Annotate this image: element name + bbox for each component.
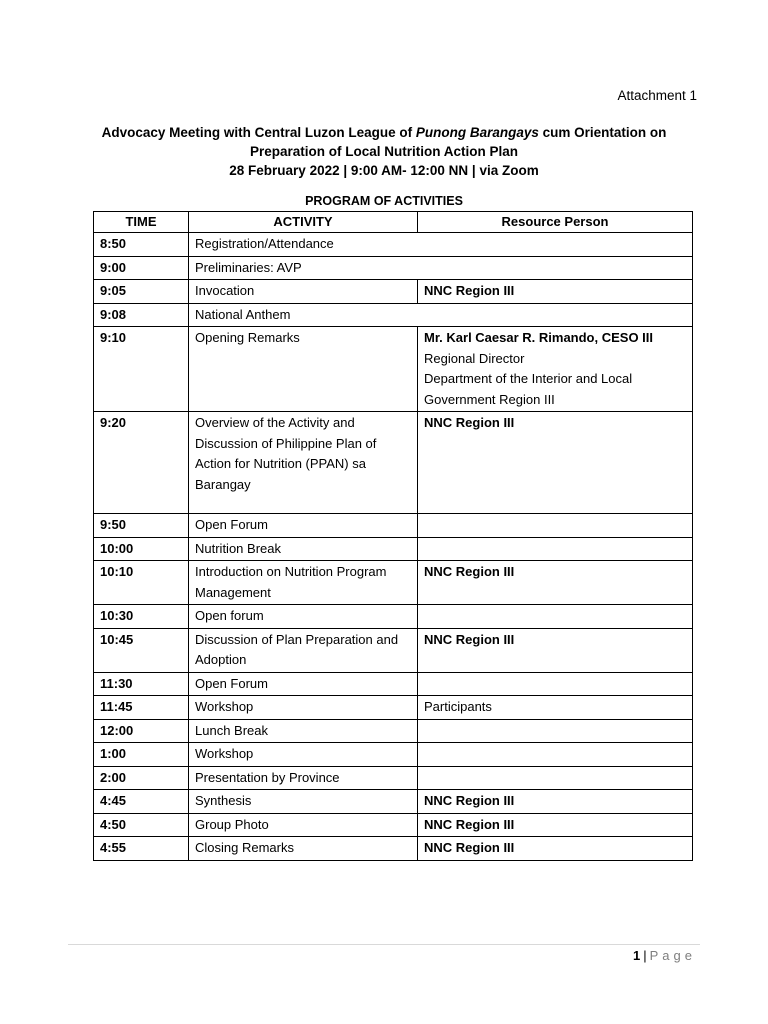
table-row — [94, 628, 693, 672]
time-cell: 8:50 — [94, 233, 189, 257]
activity-cell — [189, 605, 418, 629]
resource-person-cell — [418, 813, 693, 837]
activity-text: Introduction on Nutrition Program Management — [195, 564, 387, 600]
resource-person-name: NNC Region III — [424, 283, 515, 298]
table-row — [94, 696, 693, 720]
header-line-1-suffix: cum Orientation on — [538, 125, 667, 140]
activity-text: Open forum — [195, 608, 264, 623]
activity-cell — [189, 412, 418, 514]
activity-text: Invocation — [195, 283, 255, 298]
time-cell: 10:10 — [94, 561, 189, 605]
page-label: Page — [649, 948, 696, 963]
activity-cell — [189, 628, 418, 672]
header-time: TIME — [94, 212, 189, 233]
activity-cell — [189, 514, 418, 538]
time-cell: 10:45 — [94, 628, 189, 672]
header-line-1-prefix: Advocacy Meeting with Central Luzon League of — [101, 125, 416, 140]
time-cell: 10:00 — [94, 537, 189, 561]
resource-person-cell — [418, 837, 693, 861]
activity-cell — [189, 813, 418, 837]
header-line-2: Preparation of Local Nutrition Action Plan — [249, 144, 519, 159]
activity-text: Nutrition Break — [195, 540, 281, 556]
resource-person-cell — [418, 412, 693, 514]
header-line-1-italic: Punong Barangays — [415, 125, 539, 140]
resource-person-cell — [418, 743, 693, 767]
activity-cell — [189, 233, 693, 257]
activity-cell — [189, 672, 418, 696]
resource-person-cell — [418, 514, 693, 538]
time-cell: 12:00 — [94, 719, 189, 743]
activity-cell — [189, 790, 418, 814]
table-row — [94, 233, 693, 257]
table-row — [94, 813, 693, 837]
resource-person-name: Mr. Karl Caesar R. Rimando, CESO III — [424, 330, 654, 345]
activity-text: Synthesis — [195, 793, 252, 808]
resource-person-cell — [418, 537, 693, 561]
time-cell: 1:00 — [94, 743, 189, 767]
resource-person-cell — [418, 672, 693, 696]
activity-cell — [189, 696, 418, 720]
resource-person-detail: Department of the Interior and Local Government Region III — [424, 371, 633, 407]
activity-cell — [189, 537, 418, 561]
activity-cell — [189, 280, 418, 304]
resource-person-name: Participants — [424, 699, 492, 714]
table-row — [94, 837, 693, 861]
resource-person-name: NNC Region III — [424, 564, 515, 579]
resource-person-name: NNC Region III — [424, 793, 515, 808]
resource-person-cell — [418, 628, 693, 672]
resource-person-cell — [418, 766, 693, 790]
page-number: 1 — [633, 948, 641, 963]
activity-cell — [189, 837, 418, 861]
page-footer — [633, 948, 696, 963]
table-row — [94, 256, 693, 280]
program-title: PROGRAM OF ACTIVITIES — [305, 194, 463, 208]
activity-text: Presentation by Province — [195, 769, 340, 785]
time-cell: 4:55 — [94, 837, 189, 861]
activity-text: Registration/Attendance — [195, 236, 334, 251]
activity-cell — [189, 719, 418, 743]
table-row — [94, 327, 693, 412]
activity-text: Closing Remarks — [195, 840, 294, 855]
resource-person-cell — [418, 790, 693, 814]
table-row — [94, 766, 693, 790]
resource-person-name: NNC Region III — [424, 631, 515, 647]
resource-person-cell — [418, 696, 693, 720]
resource-person-cell — [418, 605, 693, 629]
table-row — [94, 743, 693, 767]
activity-text: Lunch Break — [195, 722, 268, 738]
resource-person-cell — [418, 561, 693, 605]
schedule-body — [94, 233, 693, 861]
activity-text: National Anthem — [195, 306, 291, 322]
activity-text: Discussion of Plan Preparation and Adoption — [195, 631, 399, 667]
header-resource-person: Resource Person — [418, 212, 693, 233]
activity-cell — [189, 743, 418, 767]
footer-separator: | — [643, 948, 647, 963]
header-line-1 — [0, 123, 768, 142]
table-row — [94, 537, 693, 561]
resource-person-cell — [418, 327, 693, 412]
time-cell: 2:00 — [94, 766, 189, 790]
header-activity: ACTIVITY — [189, 212, 418, 233]
table-row — [94, 790, 693, 814]
document-header — [0, 123, 768, 180]
table-row — [94, 561, 693, 605]
activity-text: Group Photo — [195, 816, 269, 832]
activity-cell — [189, 561, 418, 605]
header-line-3: 28 February 2022 | 9:00 AM- 12:00 NN | via Zoom — [229, 163, 539, 178]
table-row — [94, 514, 693, 538]
time-cell: 4:45 — [94, 790, 189, 814]
time-cell: 9:00 — [94, 256, 189, 280]
resource-person-name: NNC Region III — [424, 415, 515, 430]
time-cell: 9:50 — [94, 514, 189, 538]
footer-divider — [68, 944, 700, 945]
resource-person-name: NNC Region III — [424, 816, 515, 832]
resource-person-cell — [418, 719, 693, 743]
attachment-label: Attachment 1 — [617, 88, 697, 103]
time-cell: 10:30 — [94, 605, 189, 629]
activity-text: Preliminaries: AVP — [195, 259, 302, 275]
activity-cell — [189, 256, 693, 280]
activity-text: Open Forum — [195, 675, 268, 691]
table-row — [94, 672, 693, 696]
activity-cell — [189, 327, 418, 412]
resource-person-name: NNC Region III — [424, 840, 515, 855]
table-row — [94, 303, 693, 327]
schedule-table — [93, 211, 693, 861]
resource-person-cell — [418, 280, 693, 304]
table-row — [94, 412, 693, 514]
activity-text: Overview of the Activity and Discussion of Philippine Plan of Action for Nutrition (PPAN) sa Barangay — [195, 415, 377, 492]
activity-cell — [189, 303, 693, 327]
activity-cell — [189, 766, 418, 790]
time-cell: 11:30 — [94, 672, 189, 696]
table-row — [94, 719, 693, 743]
activity-text: Open Forum — [195, 517, 268, 532]
time-cell: 4:50 — [94, 813, 189, 837]
time-cell: 9:05 — [94, 280, 189, 304]
activity-text: Opening Remarks — [195, 330, 300, 345]
time-cell: 9:10 — [94, 327, 189, 412]
activity-text: Workshop — [195, 699, 254, 714]
table-header-row — [94, 212, 693, 233]
table-row — [94, 605, 693, 629]
activity-text: Workshop — [195, 746, 254, 761]
resource-person-detail: Regional Director — [424, 350, 525, 366]
time-cell: 9:20 — [94, 412, 189, 514]
time-cell: 9:08 — [94, 303, 189, 327]
table-row — [94, 280, 693, 304]
time-cell: 11:45 — [94, 696, 189, 720]
